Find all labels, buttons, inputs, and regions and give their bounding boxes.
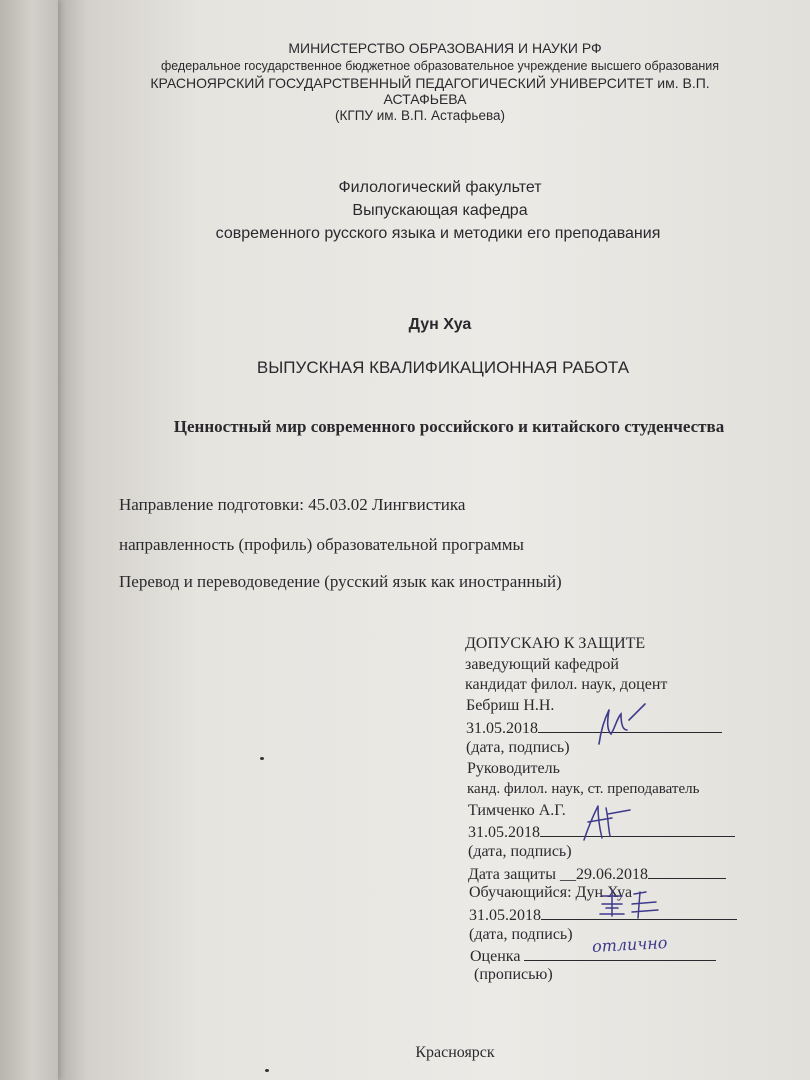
head-degree: кандидат филол. наук, доцент: [465, 676, 668, 693]
student-label: Обучающийся: Дун Хуа: [469, 884, 633, 901]
defense-date-line: [468, 864, 726, 884]
city: Красноярск: [415, 1044, 495, 1061]
signature-line: [540, 822, 735, 837]
grade-caption: (прописью): [474, 966, 553, 983]
supervisor-degree: канд. филол. наук, ст. преподаватель: [467, 781, 700, 797]
grade-line: [470, 946, 716, 966]
author-name: Дун Хуа: [408, 316, 472, 333]
student-caption: (дата, подпись): [469, 926, 573, 943]
head-role: заведующий кафедрой: [465, 656, 619, 673]
supervisor-name: Тимченко А.Г.: [468, 802, 566, 819]
work-type: ВЫПУСКНАЯ КВАЛИФИКАЦИОННАЯ РАБОТА: [256, 358, 630, 377]
approval-heading: ДОПУСКАЮ К ЗАЩИТЕ: [465, 635, 646, 652]
ministry-name: МИНИСТЕРСТВО ОБРАЗОВАНИЯ И НАУКИ РФ: [288, 40, 602, 56]
head-name: Бебриш Н.Н.: [466, 697, 555, 714]
speck: [265, 1069, 269, 1072]
student-date-line: [469, 905, 737, 925]
university-name-line2: АСТАФЬЕВА: [383, 91, 467, 107]
underline: [648, 864, 726, 879]
supervisor-date-line: [468, 822, 735, 842]
department-line1: Выпускающая кафедра: [352, 202, 528, 219]
grade-label: Оценка: [470, 948, 521, 965]
program-direction: Направление подготовки: 45.03.02 Лингвистика: [119, 495, 466, 514]
head-date: 31.05.2018: [466, 720, 538, 737]
program-focus-label: направленность (профиль) образовательной программы: [119, 535, 524, 554]
supervisor-role: Руководитель: [467, 760, 560, 777]
student-date: 31.05.2018: [469, 907, 541, 924]
supervisor-caption: (дата, подпись): [468, 843, 572, 860]
defense-date: 29.06.2018: [575, 866, 648, 883]
thesis-title: Ценностный мир современного российского и китайского студенчества: [173, 417, 725, 436]
supervisor-date: 31.05.2018: [468, 824, 540, 841]
department-line2: современного русского языка и методики его преподавания: [215, 225, 661, 242]
university-abbreviation: (КГПУ им. В.П. Астафьева): [335, 108, 505, 123]
grade-handwritten-value: отлично: [591, 933, 668, 956]
grade-underline: [524, 946, 716, 961]
signature-line: [541, 905, 737, 920]
defense-label: Дата защиты __: [468, 866, 576, 883]
head-date-line: [466, 718, 722, 738]
program-focus-value: Перевод и переводоведение (русский язык как иностранный): [119, 572, 562, 591]
faculty-name: Филологический факультет: [338, 179, 542, 196]
head-caption: (дата, подпись): [466, 739, 570, 756]
signature-line: [538, 718, 722, 733]
institution-type: федеральное государственное бюджетное образовательное учреждение высшего образования: [160, 59, 720, 73]
speck: [260, 757, 264, 760]
university-name-line1: КРАСНОЯРСКИЙ ГОСУДАРСТВЕННЫЙ ПЕДАГОГИЧЕСКИЙ УНИВЕРСИТЕТ им. В.П.: [150, 75, 710, 91]
